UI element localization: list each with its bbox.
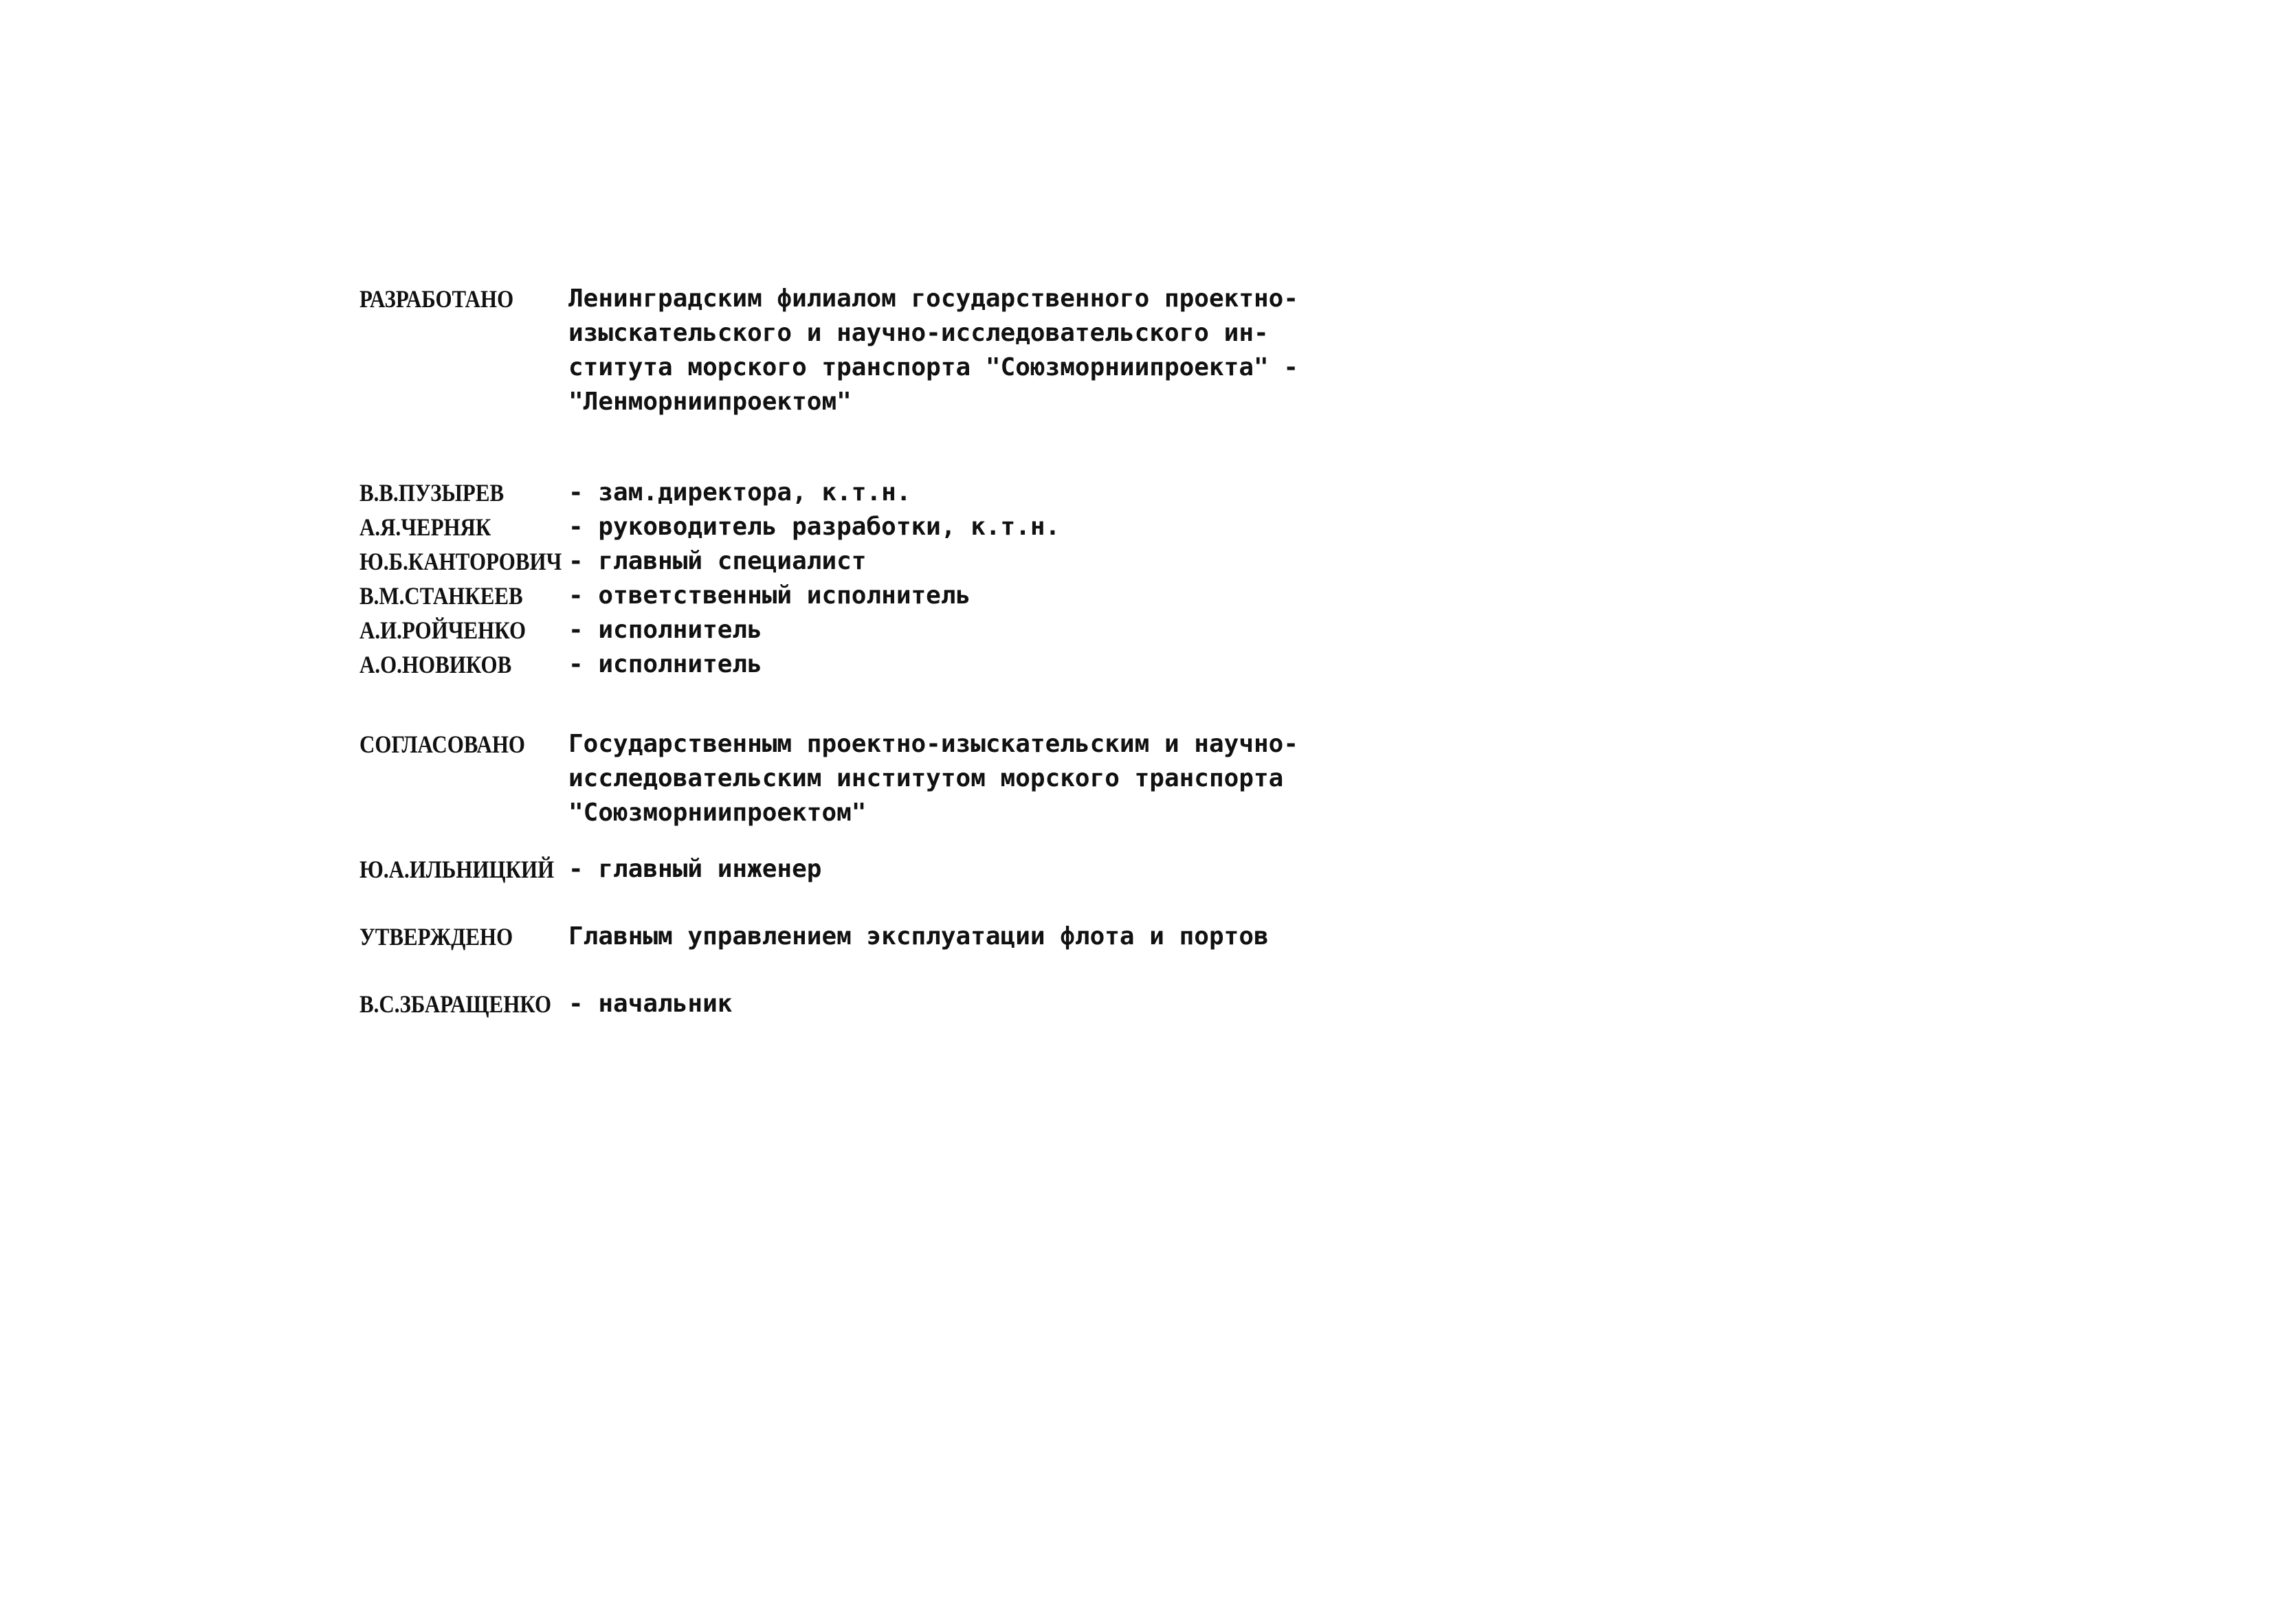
staff-name: В.М.СТАНКЕЕВ — [359, 582, 523, 610]
staff-name: Ю.Б.КАНТОРОВИЧ — [359, 548, 562, 575]
staff-name: А.О.НОВИКОВ — [359, 651, 512, 678]
staff-role: - главный специалист — [568, 547, 867, 575]
approved-signatory-name: В.С.ЗБАРАЩЕНКО — [359, 990, 552, 1018]
staff-role: - исполнитель — [568, 650, 762, 678]
staff-name: А.Я.ЧЕРНЯК — [359, 513, 491, 541]
developed-line: "Ленморниипроектом" — [568, 388, 852, 416]
agreed-line: "Союзморниипроектом" — [568, 799, 867, 827]
developed-line: Ленинградским филиалом государственного проектно- — [568, 285, 1299, 313]
agreed-label: СОГЛАСОВАНО — [359, 731, 526, 758]
agreed-signatory-role: - главный инженер — [568, 855, 822, 883]
staff-name: А.И.РОЙЧЕНКО — [359, 616, 526, 644]
agreed-line: Государственным проектно-изыскательским и научно- — [568, 730, 1299, 758]
approved-signatory-role: - начальник — [568, 990, 733, 1018]
staff-name: В.В.ПУЗЫРЕВ — [359, 479, 505, 507]
developed-label: РАЗРАБОТАНО — [359, 285, 514, 313]
agreed-signatory-name: Ю.А.ИЛЬНИЦКИЙ — [359, 856, 555, 883]
agreed-line: исследовательским институтом морского транспорта — [568, 764, 1284, 792]
staff-role: - исполнитель — [568, 616, 762, 644]
staff-role: - ответственный исполнитель — [568, 581, 971, 610]
approved-label: УТВЕРЖДЕНО — [359, 923, 513, 950]
developed-line: ститута морского транспорта "Союзморниипроекта" - — [568, 353, 1299, 381]
staff-role: - руководитель разработки, к.т.н. — [568, 513, 1061, 541]
developed-line: изыскательского и научно-исследовательского ин- — [568, 319, 1269, 347]
approved-text: Главным управлением эксплуатации флота и портов — [568, 922, 1269, 950]
staff-role: - зам.директора, к.т.н. — [568, 478, 911, 507]
